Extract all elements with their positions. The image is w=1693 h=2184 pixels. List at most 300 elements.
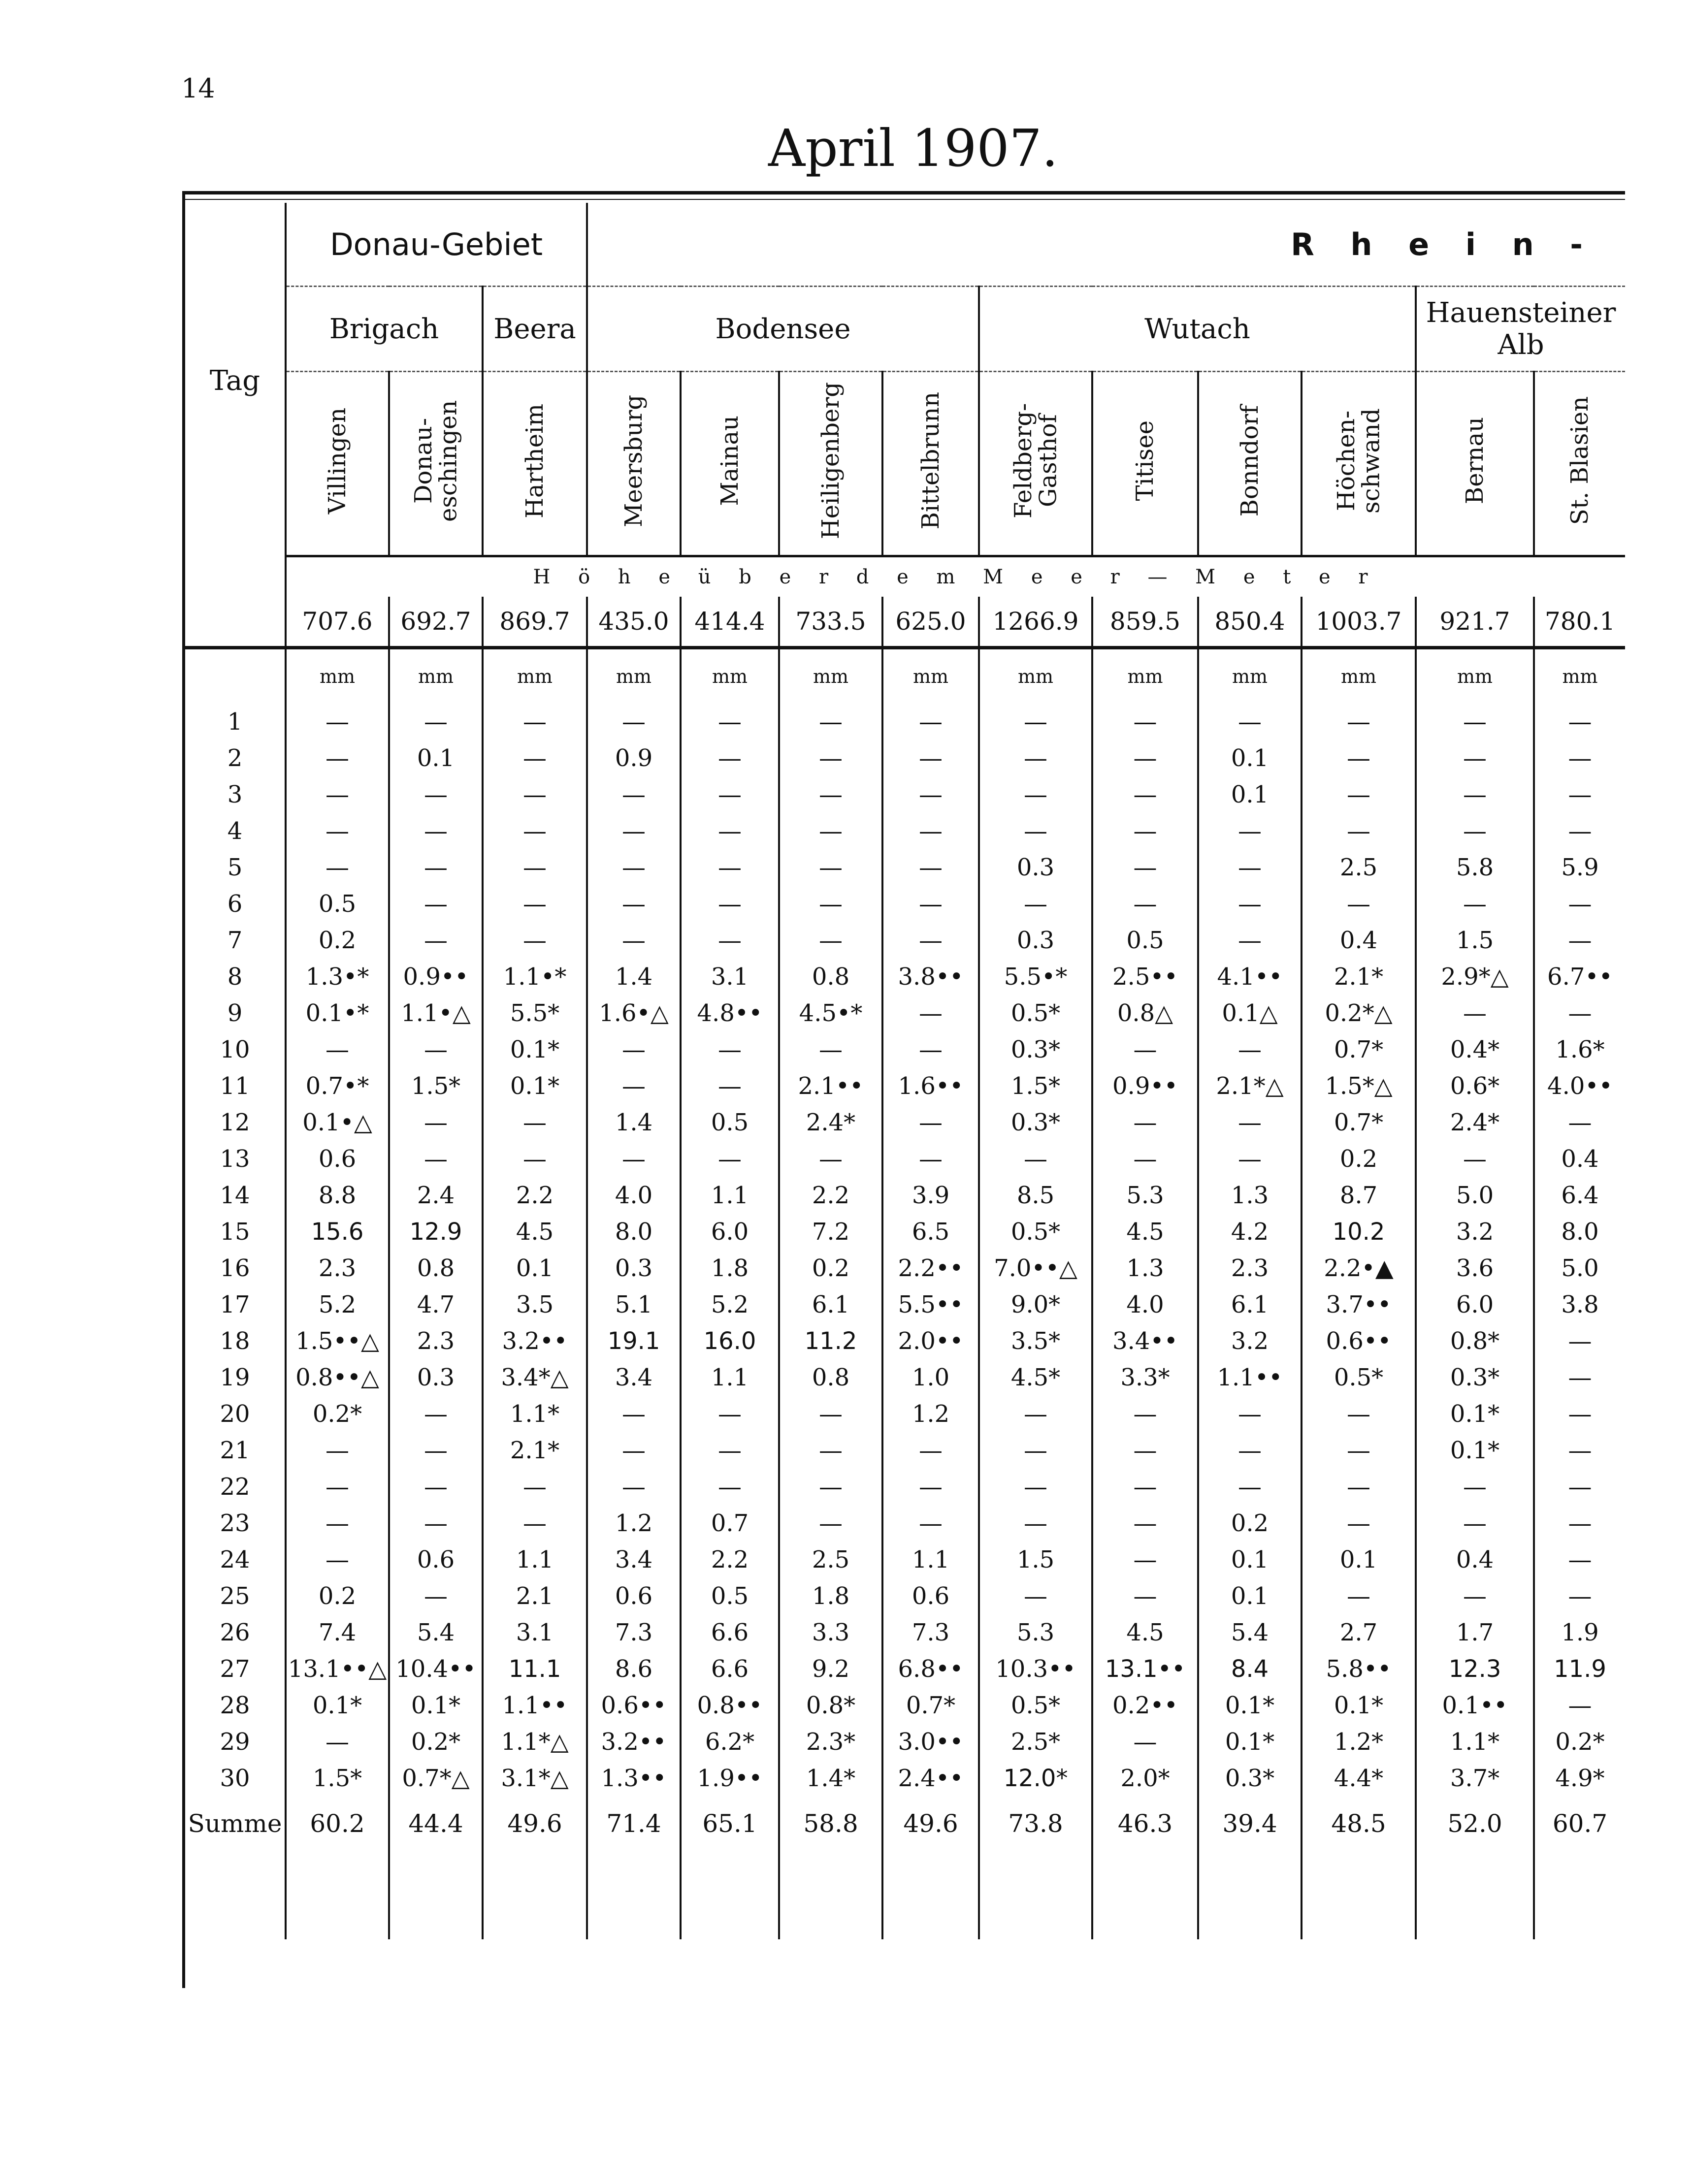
precip-value: — [1302, 1396, 1416, 1432]
station-name: Donau-eschingen [409, 400, 462, 522]
precip-value: 0.5 [681, 1578, 779, 1614]
station-elevation: 859.5 [1092, 597, 1198, 648]
precip-value: 3.8 [1534, 1286, 1625, 1323]
day-number: 11 [220, 1072, 250, 1100]
table-row [185, 813, 1625, 849]
precip-value: 0.6 [389, 1542, 483, 1578]
day-number: 23 [220, 1510, 250, 1537]
table-row [185, 1323, 1625, 1359]
precip-value: — [1198, 849, 1302, 886]
precip-value: 0.2•• [1092, 1687, 1198, 1724]
precip-value: — [1534, 886, 1625, 922]
precip-value: — [1534, 1542, 1625, 1578]
table-row [185, 1104, 1625, 1141]
station-name: Hartheim [521, 403, 549, 518]
precip-value: — [1416, 813, 1534, 849]
precip-value: 8.6 [587, 1651, 681, 1687]
precip-value: — [779, 1505, 882, 1542]
precip-value: — [1534, 1505, 1625, 1542]
precip-value: 5.5•• [882, 1286, 979, 1323]
precip-value: 0.5 [286, 886, 389, 922]
station-elevation: 780.1 [1534, 597, 1625, 648]
day-number: 12 [220, 1109, 250, 1136]
summe-value: 44.4 [389, 1797, 483, 1851]
station-header [1416, 372, 1534, 556]
precip-value: 6.7•• [1534, 959, 1625, 995]
precip-value: 8.7 [1302, 1177, 1416, 1214]
precip-value: — [779, 813, 882, 849]
table-row [185, 959, 1625, 995]
precip-value: 12.0* [979, 1760, 1092, 1797]
day-number: 10 [220, 1036, 250, 1063]
precip-value: 1.5 [979, 1542, 1092, 1578]
day-number: 16 [220, 1254, 250, 1282]
day-number: 22 [220, 1473, 250, 1501]
precip-value: — [1302, 813, 1416, 849]
precip-value: 0.7*△ [389, 1760, 483, 1797]
precip-value: — [483, 886, 587, 922]
precip-value: 11.2 [779, 1323, 882, 1359]
precip-value: 5.0 [1416, 1177, 1534, 1214]
precip-value: 6.4 [1534, 1177, 1625, 1214]
precip-value: — [882, 995, 979, 1031]
precip-value: — [1092, 1104, 1198, 1141]
precip-value: 1.1•* [483, 959, 587, 995]
precip-value: 0.4 [1302, 922, 1416, 959]
page-number: 14 [181, 73, 215, 104]
day-number: 1 [227, 708, 243, 736]
table-row [185, 1359, 1625, 1396]
unit-label: mm [483, 648, 587, 704]
precip-value: — [286, 1031, 389, 1068]
precip-value: — [882, 1432, 979, 1469]
precip-value: 0.6 [587, 1578, 681, 1614]
precip-value: 10.4•• [389, 1651, 483, 1687]
precip-value: — [587, 1469, 681, 1505]
precip-value: — [286, 704, 389, 740]
table-row [185, 740, 1625, 776]
precip-value: — [389, 1505, 483, 1542]
precip-value: 0.5 [1092, 922, 1198, 959]
precip-value: 4.4* [1302, 1760, 1416, 1797]
basin-brigach: Brigach [286, 287, 483, 372]
precip-value: 5.9 [1534, 849, 1625, 886]
precip-value: 3.1 [483, 1614, 587, 1651]
precip-value: — [286, 1505, 389, 1542]
precip-value: — [1302, 740, 1416, 776]
precip-value: 0.8 [779, 959, 882, 995]
precip-value: — [389, 813, 483, 849]
precip-value: — [1302, 704, 1416, 740]
precip-value: — [979, 886, 1092, 922]
precip-value: 0.7* [1302, 1104, 1416, 1141]
precip-value: 1.1 [483, 1542, 587, 1578]
precip-value: — [779, 1432, 882, 1469]
precip-value: 0.8 [779, 1359, 882, 1396]
precip-value: 3.5 [483, 1286, 587, 1323]
station-elevation: 692.7 [389, 597, 483, 648]
day-number: 30 [220, 1765, 250, 1792]
precip-value: 0.2* [1534, 1724, 1625, 1760]
station-header [979, 372, 1092, 556]
precip-value: — [1534, 704, 1625, 740]
region-rhein: R h e i n - [587, 203, 1625, 287]
precip-value: 1.2 [587, 1505, 681, 1542]
precip-value: 0.1* [483, 1068, 587, 1104]
precip-value: — [389, 1396, 483, 1432]
precip-value: 1.1 [882, 1542, 979, 1578]
precip-value: 0.1 [1302, 1542, 1416, 1578]
precip-value: 1.6•• [882, 1068, 979, 1104]
unit-label: mm [1302, 648, 1416, 704]
precip-value: 0.1△ [1198, 995, 1302, 1031]
precip-value: — [483, 1104, 587, 1141]
precip-value: — [1092, 1578, 1198, 1614]
precip-value: — [389, 849, 483, 886]
precip-value: 0.1•△ [286, 1104, 389, 1141]
table-row [185, 1177, 1625, 1214]
precip-value: — [483, 1141, 587, 1177]
table-row [185, 1578, 1625, 1614]
precip-value: — [1198, 922, 1302, 959]
precip-value: — [1092, 1724, 1198, 1760]
precip-value: — [389, 1104, 483, 1141]
precip-value: — [389, 1469, 483, 1505]
precip-value: — [1302, 1578, 1416, 1614]
precip-value: 3.2 [1198, 1323, 1302, 1359]
precip-value: 2.1*△ [1198, 1068, 1302, 1104]
precip-value: 2.9*△ [1416, 959, 1534, 995]
precip-value: 1.1 [681, 1177, 779, 1214]
table-row [185, 1286, 1625, 1323]
precip-value: — [882, 704, 979, 740]
precip-value: — [779, 704, 882, 740]
station-name: Feldberg-Gasthof [1009, 403, 1062, 519]
station-elevation: 435.0 [587, 597, 681, 648]
table-filler [185, 1851, 1625, 1939]
precip-value: 8.8 [286, 1177, 389, 1214]
precip-value: — [681, 886, 779, 922]
precip-value: — [1198, 704, 1302, 740]
precip-value: 0.3* [979, 1104, 1092, 1141]
precip-value: 2.3 [1198, 1250, 1302, 1286]
precip-value: — [979, 1396, 1092, 1432]
precip-value: 3.3 [779, 1614, 882, 1651]
precip-value: — [483, 776, 587, 813]
station-elevation: 1003.7 [1302, 597, 1416, 648]
precip-value: 8.5 [979, 1177, 1092, 1214]
precip-value: 5.1 [587, 1286, 681, 1323]
precip-value: — [1416, 1469, 1534, 1505]
precip-value: — [779, 1031, 882, 1068]
precip-value: 4.5 [1092, 1214, 1198, 1250]
day-number: 13 [220, 1145, 250, 1173]
station-name: St. Blasien [1566, 396, 1594, 525]
precip-value: — [882, 849, 979, 886]
precip-value: 12.9 [389, 1214, 483, 1250]
precip-value: 4.9* [1534, 1760, 1625, 1797]
precip-value: 1.3 [1198, 1177, 1302, 1214]
basin-wutach: Wutach [979, 287, 1416, 372]
basin-bodensee: Bodensee [587, 287, 979, 372]
precip-value: 0.3 [389, 1359, 483, 1396]
station-name: Titisee [1131, 420, 1159, 501]
station-elevation: 733.5 [779, 597, 882, 648]
precip-value: — [979, 1432, 1092, 1469]
summe-value: 46.3 [1092, 1797, 1198, 1851]
precip-value: — [1416, 740, 1534, 776]
precip-value: 3.9 [882, 1177, 979, 1214]
unit-label: mm [681, 648, 779, 704]
day-number: 26 [220, 1619, 250, 1646]
precip-value: 16.0 [681, 1323, 779, 1359]
table-row [185, 1432, 1625, 1469]
precip-value: — [1198, 1031, 1302, 1068]
precip-value: 8.0 [1534, 1214, 1625, 1250]
summe-value: 60.2 [286, 1797, 389, 1851]
precip-value: 0.8△ [1092, 995, 1198, 1031]
precip-value: — [483, 849, 587, 886]
precip-value: — [483, 704, 587, 740]
precip-value: 7.3 [882, 1614, 979, 1651]
precip-value: 10.3•• [979, 1651, 1092, 1687]
precip-value: 5.5•* [979, 959, 1092, 995]
precip-value: — [779, 740, 882, 776]
precip-value: 1.6* [1534, 1031, 1625, 1068]
precip-value: 10.2 [1302, 1214, 1416, 1250]
station-elevation: 414.4 [681, 597, 779, 648]
precip-value: 1.5* [979, 1068, 1092, 1104]
precip-value: 0.1* [483, 1031, 587, 1068]
unit-label: mm [779, 648, 882, 704]
precip-value: 3.5* [979, 1323, 1092, 1359]
precip-value: — [1092, 1432, 1198, 1469]
precip-value: — [1534, 1323, 1625, 1359]
precip-value: — [1092, 1469, 1198, 1505]
precip-value: — [882, 886, 979, 922]
precip-value: 0.1* [1198, 1687, 1302, 1724]
station-header [286, 372, 389, 556]
precip-value: 0.2 [286, 922, 389, 959]
precip-value: — [882, 1031, 979, 1068]
precip-value: 2.4* [1416, 1104, 1534, 1141]
precip-value: — [681, 1031, 779, 1068]
hoehe-label: H ö h e ü b e r d e m M e e r — M e t e r [286, 556, 1625, 597]
precip-value: 1.5* [389, 1068, 483, 1104]
precip-value: 0.2*△ [1302, 995, 1416, 1031]
precip-value: 3.0•• [882, 1724, 979, 1760]
precip-value: — [1092, 1031, 1198, 1068]
precip-value: — [1092, 704, 1198, 740]
precip-value: — [483, 740, 587, 776]
precip-value: 0.3* [979, 1031, 1092, 1068]
precip-value: 0.1 [1198, 1542, 1302, 1578]
precip-value: — [681, 1141, 779, 1177]
precip-value: — [286, 740, 389, 776]
station-elevation: 707.6 [286, 597, 389, 648]
precip-value: — [389, 704, 483, 740]
table-row [185, 1214, 1625, 1250]
station-elevation: 850.4 [1198, 597, 1302, 648]
precip-value: — [1534, 740, 1625, 776]
precip-value: — [389, 922, 483, 959]
precip-value: 6.8•• [882, 1651, 979, 1687]
precip-value: 1.5 [1416, 922, 1534, 959]
precip-value: 1.0 [882, 1359, 979, 1396]
precip-value: 0.9•• [1092, 1068, 1198, 1104]
table-row [185, 776, 1625, 813]
precip-value: — [587, 1068, 681, 1104]
precip-value: — [1198, 1432, 1302, 1469]
precip-value: 0.1 [389, 740, 483, 776]
precip-value: — [1092, 740, 1198, 776]
table-row [185, 1724, 1625, 1760]
precip-value: 0.1* [1416, 1396, 1534, 1432]
precip-value: — [1416, 776, 1534, 813]
precip-value: 1.5*△ [1302, 1068, 1416, 1104]
day-number: 18 [220, 1327, 250, 1355]
precip-value: 3.4 [587, 1359, 681, 1396]
table-row [185, 1651, 1625, 1687]
precip-value: 8.0 [587, 1214, 681, 1250]
precip-value: 3.2•• [483, 1323, 587, 1359]
precip-value: 6.1 [779, 1286, 882, 1323]
precip-value: 13.1••△ [286, 1651, 389, 1687]
station-elevation: 1266.9 [979, 597, 1092, 648]
precip-value: — [1198, 813, 1302, 849]
precip-value: 0.4 [1416, 1542, 1534, 1578]
precip-value: — [587, 922, 681, 959]
precip-value: 0.9 [587, 740, 681, 776]
precip-value: — [286, 1469, 389, 1505]
precip-value: — [389, 776, 483, 813]
precip-value: 2.5* [979, 1724, 1092, 1760]
precip-value: 1.9 [1534, 1614, 1625, 1651]
station-name: Bernau [1461, 417, 1489, 505]
day-number: 29 [220, 1728, 250, 1756]
unit-label: mm [882, 648, 979, 704]
basin-hauensteiner-alb: Hauensteiner Alb [1416, 287, 1625, 372]
precip-value: 1.3 [1092, 1250, 1198, 1286]
summe-value: 73.8 [979, 1797, 1092, 1851]
precip-value: 2.4 [389, 1177, 483, 1214]
precip-value: — [681, 1068, 779, 1104]
precip-value: 0.5* [979, 1214, 1092, 1250]
precip-value: 0.3 [979, 849, 1092, 886]
unit-label: mm [1092, 648, 1198, 704]
precip-value: — [681, 1396, 779, 1432]
precip-value: — [483, 1505, 587, 1542]
precip-value: — [1416, 1578, 1534, 1614]
precip-value: — [1534, 1396, 1625, 1432]
precip-value: 2.2 [681, 1542, 779, 1578]
precip-value: 6.1 [1198, 1286, 1302, 1323]
precip-value: 0.2 [1302, 1141, 1416, 1177]
precip-value: 0.7•* [286, 1068, 389, 1104]
precip-value: — [882, 776, 979, 813]
precip-value: — [1198, 886, 1302, 922]
precip-value: — [1416, 1505, 1534, 1542]
station-header [1302, 372, 1416, 556]
precip-value: — [681, 740, 779, 776]
top-rule [182, 191, 1625, 194]
precip-value: — [286, 1432, 389, 1469]
precip-value: 3.2•• [587, 1724, 681, 1760]
precip-value: — [681, 813, 779, 849]
precip-value: 0.9•• [389, 959, 483, 995]
precip-value: 3.1*△ [483, 1760, 587, 1797]
precip-value: 0.2* [286, 1396, 389, 1432]
summe-value: 39.4 [1198, 1797, 1302, 1851]
precip-value: 2.1* [1302, 959, 1416, 995]
precip-value: 5.3 [979, 1614, 1092, 1651]
day-number: 4 [227, 817, 243, 845]
precip-value: — [587, 704, 681, 740]
precip-value: — [882, 922, 979, 959]
table-row [185, 1250, 1625, 1286]
precip-value: 4.2 [1198, 1214, 1302, 1250]
summe-value: 52.0 [1416, 1797, 1534, 1851]
precip-value: 3.4*△ [483, 1359, 587, 1396]
table-row [185, 922, 1625, 959]
unit-label: mm [1534, 648, 1625, 704]
precip-value: 5.0 [1534, 1250, 1625, 1286]
precip-value: 4.5* [979, 1359, 1092, 1396]
precip-value: 2.5•• [1092, 959, 1198, 995]
precip-value: 4.8•• [681, 995, 779, 1031]
precip-value: 15.6 [286, 1214, 389, 1250]
precip-value: — [1092, 1141, 1198, 1177]
table-row [185, 886, 1625, 922]
precip-value: — [1534, 922, 1625, 959]
precip-value: — [1534, 1469, 1625, 1505]
station-name: Mainau [716, 416, 744, 506]
precip-value: — [1534, 1359, 1625, 1396]
precip-value: — [389, 1432, 483, 1469]
precip-value: 1.3•• [587, 1760, 681, 1797]
precip-value: 5.2 [286, 1286, 389, 1323]
table-row [185, 1031, 1625, 1068]
precip-value: — [286, 1724, 389, 1760]
precip-value: — [587, 1031, 681, 1068]
station-name: Heiligenberg [816, 382, 845, 540]
precip-value: — [681, 1469, 779, 1505]
day-number: 20 [220, 1400, 250, 1428]
precip-value: 5.3 [1092, 1177, 1198, 1214]
precip-value: — [882, 1505, 979, 1542]
precip-value: — [1302, 886, 1416, 922]
tag-header: Tag [209, 365, 260, 397]
summe-row [185, 1797, 1625, 1851]
station-header [1198, 372, 1302, 556]
precip-value: 1.9•• [681, 1760, 779, 1797]
table-row [185, 1614, 1625, 1651]
unit-label: mm [286, 648, 389, 704]
station-header [882, 372, 979, 556]
precip-value: 4.5•* [779, 995, 882, 1031]
precip-value: — [1092, 1542, 1198, 1578]
precip-value: — [979, 1578, 1092, 1614]
precip-value: 0.1•* [286, 995, 389, 1031]
precip-value: 0.6* [1416, 1068, 1534, 1104]
precip-value: 0.1•• [1416, 1687, 1534, 1724]
precip-value: 0.3 [979, 922, 1092, 959]
precip-value: 4.1•• [1198, 959, 1302, 995]
precip-value: — [1302, 1469, 1416, 1505]
precip-value: — [979, 776, 1092, 813]
station-name: Meersburg [619, 394, 648, 527]
station-header [681, 372, 779, 556]
